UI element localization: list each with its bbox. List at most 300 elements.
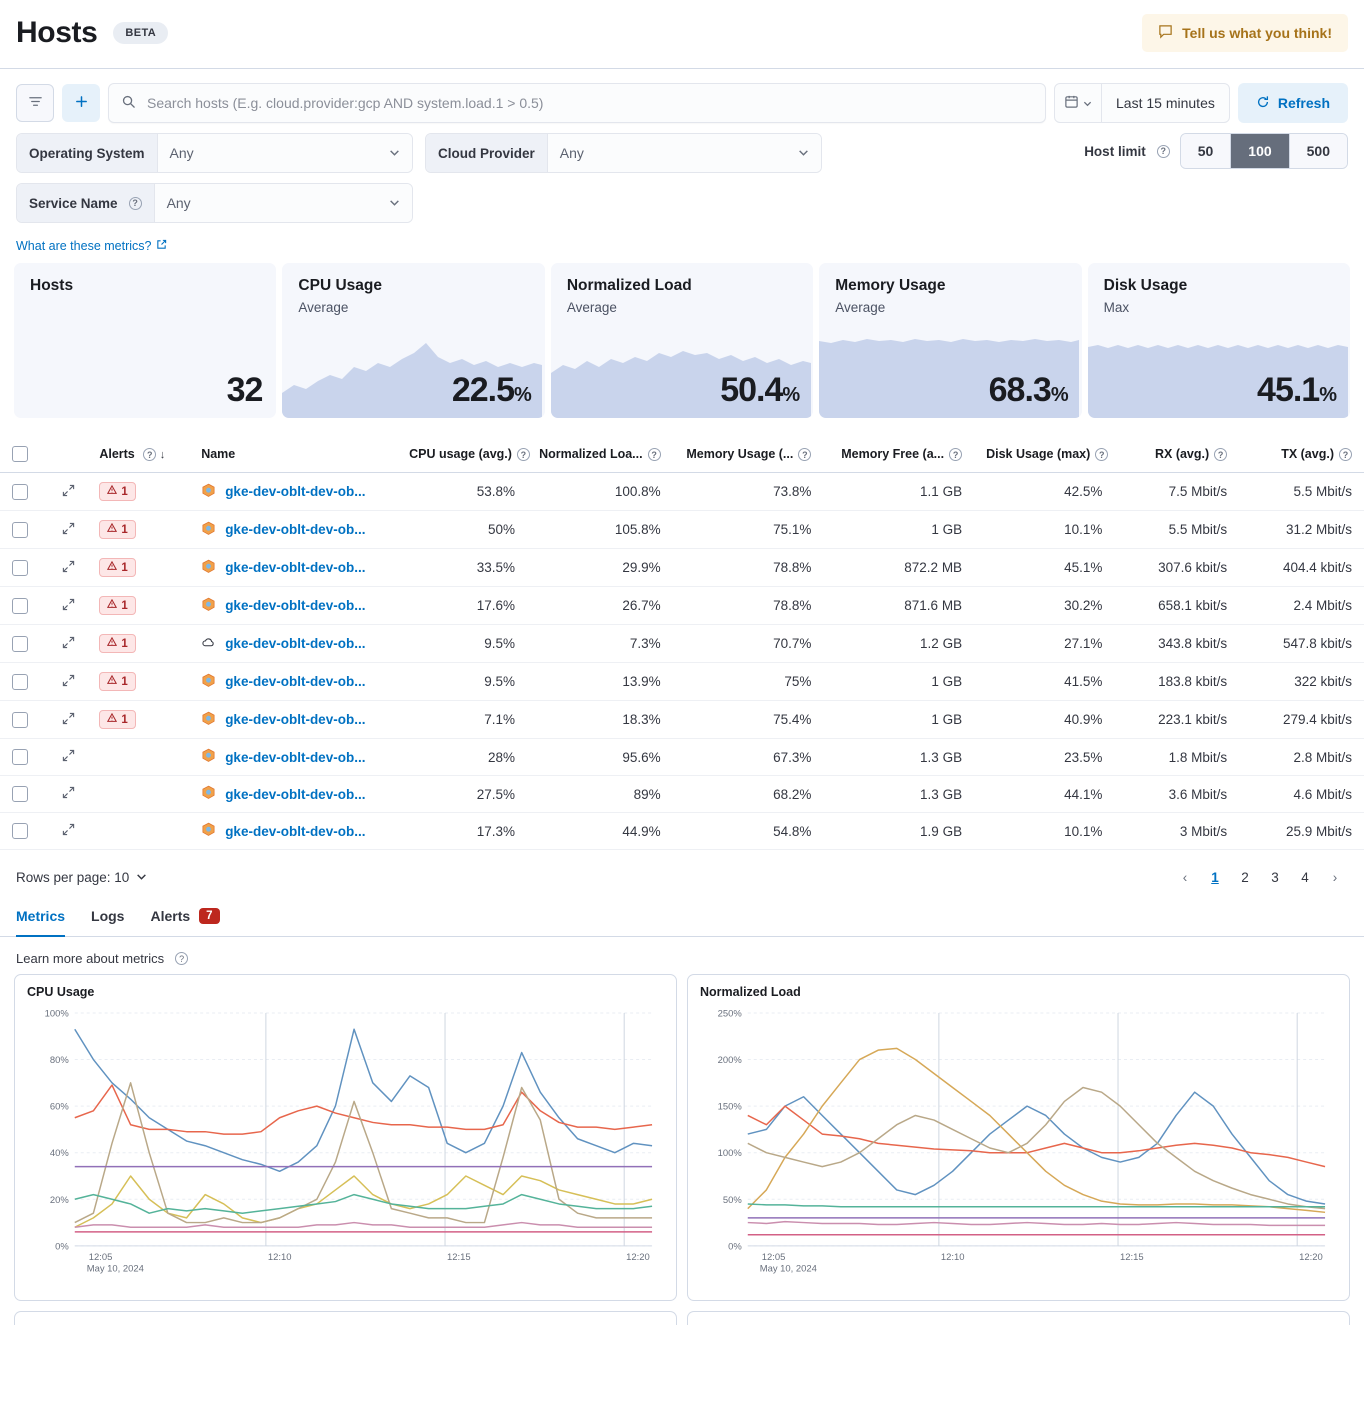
kubernetes-icon	[201, 711, 216, 729]
expand-icon[interactable]	[62, 561, 75, 576]
filter-service-name[interactable]	[16, 183, 413, 223]
column-memory-free[interactable]: Memory Free (a... ?	[823, 436, 974, 473]
kubernetes-icon	[201, 822, 216, 840]
row-expand-cell	[50, 813, 87, 850]
host-limit-control	[1084, 133, 1348, 169]
row-memory-usage: 54.8%	[673, 813, 824, 850]
row-disk-usage: 23.5%	[974, 739, 1114, 776]
column-tx[interactable]: TX (avg.) ?	[1239, 436, 1364, 473]
next-page-button[interactable]: ›	[1332, 869, 1338, 885]
alert-badge[interactable]: 1	[99, 558, 135, 577]
row-rx: 223.1 kbit/s	[1114, 701, 1239, 739]
alerts-count-badge: 7	[199, 908, 219, 924]
row-checkbox[interactable]	[12, 674, 28, 690]
row-checkbox[interactable]	[12, 560, 28, 576]
table-row	[0, 739, 1364, 776]
prev-page-button[interactable]: ‹	[1182, 869, 1188, 885]
table-row	[0, 701, 1364, 739]
row-cpu-usage: 33.5%	[397, 549, 527, 587]
row-memory-free: 1.9 GB	[823, 813, 974, 850]
row-rx: 3.6 Mbit/s	[1114, 776, 1239, 813]
row-alerts-cell	[87, 701, 189, 739]
host-name-link[interactable]: gke-dev-oblt-dev-ob...	[225, 598, 366, 613]
column-memory-usage[interactable]: Memory Usage (... ?	[673, 436, 824, 473]
row-normalized-load: 7.3%	[527, 625, 673, 663]
row-expand-cell	[50, 776, 87, 813]
plus-icon	[74, 94, 89, 112]
help-icon[interactable]: ?	[1214, 448, 1227, 461]
row-select-cell	[0, 473, 50, 511]
add-filter-button[interactable]	[62, 84, 100, 122]
svg-text:100%: 100%	[717, 1148, 742, 1160]
search-toolbar	[0, 69, 1364, 123]
row-name-cell	[189, 813, 397, 850]
row-expand-cell	[50, 663, 87, 701]
filter-icon-button[interactable]	[16, 84, 54, 122]
kpi-value: 45.1%	[1257, 371, 1337, 409]
help-icon[interactable]: ?	[1157, 145, 1170, 158]
host-limit-label: Host limit	[1084, 143, 1146, 159]
refresh-label: Refresh	[1277, 95, 1330, 111]
row-normalized-load: 100.8%	[527, 473, 673, 511]
row-cpu-usage: 50%	[397, 511, 527, 549]
row-rx: 658.1 kbit/s	[1114, 587, 1239, 625]
svg-text:40%: 40%	[49, 1148, 69, 1160]
sort-desc-icon[interactable]: ↓	[159, 448, 166, 461]
row-select-cell	[0, 701, 50, 739]
row-expand-cell	[50, 701, 87, 739]
row-normalized-load: 105.8%	[527, 511, 673, 549]
chevron-down-icon	[136, 870, 147, 885]
help-icon[interactable]: ?	[143, 448, 156, 461]
row-cpu-usage: 27.5%	[397, 776, 527, 813]
chart-cpu-usage	[14, 974, 677, 1301]
column-alerts[interactable]: Alerts ? ↓	[87, 436, 189, 473]
hosts-table	[0, 436, 1364, 850]
learn-more-metrics[interactable]: Learn more about metrics ?	[0, 937, 1364, 974]
expand-icon[interactable]	[62, 637, 75, 652]
kubernetes-icon	[201, 559, 216, 577]
host-name-link[interactable]: gke-dev-oblt-dev-ob...	[225, 712, 366, 727]
row-alerts-cell	[87, 625, 189, 663]
host-limit-500[interactable]: 500	[1290, 134, 1347, 168]
charts-row	[0, 974, 1364, 1301]
host-name-link[interactable]: gke-dev-oblt-dev-ob...	[225, 674, 366, 689]
host-limit-100[interactable]: 100	[1231, 134, 1289, 168]
row-cpu-usage: 28%	[397, 739, 527, 776]
page-list	[1172, 864, 1348, 890]
row-rx: 307.6 kbit/s	[1114, 549, 1239, 587]
row-tx: 4.6 Mbit/s	[1239, 776, 1364, 813]
row-memory-usage: 73.8%	[673, 473, 824, 511]
host-name-link[interactable]: gke-dev-oblt-dev-ob...	[225, 636, 366, 651]
row-alerts-cell	[87, 473, 189, 511]
chart-card-partial-left	[14, 1311, 677, 1325]
chevron-down-icon	[1083, 95, 1092, 111]
row-checkbox[interactable]	[12, 786, 28, 802]
column-cpu-usage[interactable]: CPU usage (avg.) ?	[397, 436, 527, 473]
row-rx: 1.8 Mbit/s	[1114, 739, 1239, 776]
filter-operating-system[interactable]	[16, 133, 413, 173]
row-tx: 2.8 Mbit/s	[1239, 739, 1364, 776]
help-icon[interactable]: ?	[175, 952, 188, 965]
search-input[interactable]	[145, 94, 1033, 112]
row-name-cell	[189, 701, 397, 739]
kpi-value: 22.5%	[451, 371, 531, 409]
column-normalized-load[interactable]: Normalized Loa... ?	[527, 436, 673, 473]
row-cpu-usage: 53.8%	[397, 473, 527, 511]
row-select-cell	[0, 739, 50, 776]
row-memory-usage: 75.4%	[673, 701, 824, 739]
page-header	[0, 0, 1364, 69]
host-name-link[interactable]: gke-dev-oblt-dev-ob...	[225, 786, 366, 802]
help-icon[interactable]: ?	[1339, 448, 1352, 461]
host-name-link[interactable]: gke-dev-oblt-dev-ob...	[225, 484, 366, 499]
svg-text:May 10, 2024: May 10, 2024	[86, 1263, 144, 1275]
row-checkbox[interactable]	[12, 712, 28, 728]
row-memory-usage: 68.2%	[673, 776, 824, 813]
date-range-label[interactable]: Last 15 minutes	[1116, 95, 1215, 111]
chevron-down-icon	[389, 195, 400, 211]
host-name-link[interactable]: gke-dev-oblt-dev-ob...	[225, 749, 366, 765]
row-checkbox[interactable]	[12, 522, 28, 538]
row-select-cell	[0, 587, 50, 625]
kubernetes-icon	[201, 483, 216, 501]
page-3[interactable]: 3	[1271, 869, 1279, 885]
table-row	[0, 473, 1364, 511]
host-limit-50[interactable]: 50	[1181, 134, 1232, 168]
row-alerts-cell	[87, 813, 189, 850]
row-cpu-usage: 17.6%	[397, 587, 527, 625]
row-tx: 2.4 Mbit/s	[1239, 587, 1364, 625]
chart-card-partial-right	[687, 1311, 1350, 1325]
row-checkbox[interactable]	[12, 749, 28, 765]
svg-text:150%: 150%	[717, 1101, 742, 1113]
alert-badge[interactable]: 1	[99, 710, 135, 729]
alert-badge[interactable]: 1	[99, 596, 135, 615]
svg-text:100%: 100%	[44, 1008, 69, 1020]
expand-icon[interactable]	[62, 599, 75, 614]
row-memory-usage: 75%	[673, 663, 824, 701]
help-icon[interactable]: ?	[949, 448, 962, 461]
table-row	[0, 776, 1364, 813]
table-header-row	[0, 436, 1364, 473]
warning-icon	[107, 713, 117, 726]
row-expand-cell	[50, 625, 87, 663]
row-memory-usage: 78.8%	[673, 587, 824, 625]
rows-per-page-selector[interactable]: Rows per page: 10	[16, 870, 147, 885]
help-icon[interactable]: ?	[517, 448, 530, 461]
row-rx: 7.5 Mbit/s	[1114, 473, 1239, 511]
kpi-cpu-usage: CPU Usage Average 22.5%	[282, 263, 544, 418]
row-expand-cell	[50, 739, 87, 776]
row-normalized-load: 29.9%	[527, 549, 673, 587]
row-select-cell	[0, 511, 50, 549]
svg-text:12:05: 12:05	[88, 1251, 113, 1263]
kubernetes-icon	[201, 785, 216, 803]
kubernetes-icon	[201, 597, 216, 615]
row-tx: 5.5 Mbit/s	[1239, 473, 1364, 511]
page-2[interactable]: 2	[1241, 869, 1249, 885]
select-all-header	[0, 436, 50, 473]
row-alerts-cell	[87, 663, 189, 701]
feedback-label: Tell us what you think!	[1182, 25, 1332, 41]
row-memory-free: 1.2 GB	[823, 625, 974, 663]
search-icon	[121, 94, 136, 112]
table-row	[0, 587, 1364, 625]
host-name-link[interactable]: gke-dev-oblt-dev-ob...	[225, 823, 366, 839]
row-memory-usage: 67.3%	[673, 739, 824, 776]
beta-badge: BETA	[113, 22, 168, 44]
row-normalized-load: 95.6%	[527, 739, 673, 776]
row-disk-usage: 10.1%	[974, 813, 1114, 850]
alert-badge[interactable]: 1	[99, 634, 135, 653]
kubernetes-icon	[201, 748, 216, 766]
row-alerts-cell	[87, 776, 189, 813]
kpi-value: 50.4%	[720, 371, 800, 409]
filter-label-os: Operating System	[29, 145, 145, 161]
filter-row-2	[16, 183, 1348, 223]
warning-icon	[107, 675, 117, 688]
kubernetes-icon	[201, 673, 216, 691]
row-memory-free: 1.3 GB	[823, 776, 974, 813]
feedback-button[interactable]	[1142, 14, 1348, 52]
kpi-memory-usage: Memory Usage Average 68.3%	[819, 263, 1081, 418]
row-checkbox[interactable]	[12, 823, 28, 839]
row-disk-usage: 40.9%	[974, 701, 1114, 739]
svg-text:12:15: 12:15	[1120, 1251, 1144, 1263]
chevron-down-icon	[798, 145, 809, 161]
search-box[interactable]	[108, 83, 1046, 123]
help-icon[interactable]: ?	[798, 448, 811, 461]
row-disk-usage: 42.5%	[974, 473, 1114, 511]
row-name-cell	[189, 587, 397, 625]
filter-label-cloud: Cloud Provider	[438, 145, 535, 161]
warning-icon	[107, 485, 117, 498]
svg-text:12:05: 12:05	[761, 1251, 786, 1263]
row-disk-usage: 30.2%	[974, 587, 1114, 625]
row-memory-free: 1 GB	[823, 511, 974, 549]
row-disk-usage: 27.1%	[974, 625, 1114, 663]
row-tx: 25.9 Mbit/s	[1239, 813, 1364, 850]
row-memory-usage: 78.8%	[673, 549, 824, 587]
row-tx: 404.4 kbit/s	[1239, 549, 1364, 587]
row-cpu-usage: 7.1%	[397, 701, 527, 739]
row-normalized-load: 13.9%	[527, 663, 673, 701]
svg-text:12:15: 12:15	[447, 1251, 471, 1263]
column-disk-usage[interactable]: Disk Usage (max) ?	[974, 436, 1114, 473]
filter-label-service: Service Name	[29, 195, 118, 211]
row-name-cell	[189, 511, 397, 549]
expand-icon[interactable]	[62, 713, 75, 728]
title-group	[16, 16, 168, 50]
warning-icon	[107, 599, 117, 612]
row-name-cell	[189, 625, 397, 663]
row-alerts-cell	[87, 511, 189, 549]
row-rx: 5.5 Mbit/s	[1114, 511, 1239, 549]
row-rx: 183.8 kbit/s	[1114, 663, 1239, 701]
chart-title: Normalized Load	[700, 985, 801, 999]
svg-text:60%: 60%	[49, 1101, 69, 1113]
refresh-button[interactable]	[1238, 83, 1348, 123]
row-expand-cell	[50, 549, 87, 587]
row-checkbox[interactable]	[12, 484, 28, 500]
svg-text:May 10, 2024: May 10, 2024	[759, 1263, 817, 1275]
tab-alerts[interactable]: Alerts 7	[150, 900, 219, 936]
comment-icon	[1158, 24, 1173, 42]
external-link-icon	[156, 239, 167, 253]
row-memory-free: 1 GB	[823, 663, 974, 701]
row-disk-usage: 10.1%	[974, 511, 1114, 549]
row-expand-cell	[50, 511, 87, 549]
warning-icon	[107, 637, 117, 650]
row-name-cell	[189, 776, 397, 813]
expand-icon[interactable]	[62, 523, 75, 538]
row-cpu-usage: 9.5%	[397, 663, 527, 701]
filter-cloud-provider[interactable]	[425, 133, 822, 173]
host-name-link[interactable]: gke-dev-oblt-dev-ob...	[225, 522, 366, 537]
svg-text:12:20: 12:20	[626, 1251, 650, 1263]
chart-canvas	[27, 1003, 664, 1292]
filter-value-cloud[interactable]: Any	[548, 134, 821, 172]
filter-value-os[interactable]: Any	[158, 134, 412, 172]
pagination-bar	[0, 850, 1364, 900]
alert-badge[interactable]: 1	[99, 482, 135, 501]
kpi-disk-usage: Disk Usage Max 45.1%	[1088, 263, 1350, 418]
host-limit-buttons	[1180, 133, 1348, 169]
date-quick-select[interactable]	[1055, 84, 1102, 122]
chart-canvas	[700, 1003, 1337, 1292]
row-alerts-cell	[87, 739, 189, 776]
calendar-icon	[1064, 94, 1079, 112]
filter-icon	[28, 94, 43, 112]
expand-icon[interactable]	[62, 787, 75, 802]
page-4[interactable]: 4	[1301, 869, 1309, 885]
filter-value-service[interactable]: Any	[155, 184, 412, 222]
content-tabs	[0, 900, 1364, 937]
row-disk-usage: 44.1%	[974, 776, 1114, 813]
row-select-cell	[0, 776, 50, 813]
alert-badge[interactable]: 1	[99, 520, 135, 539]
row-cpu-usage: 9.5%	[397, 625, 527, 663]
alert-badge[interactable]: 1	[99, 672, 135, 691]
row-rx: 3 Mbit/s	[1114, 813, 1239, 850]
svg-text:80%: 80%	[49, 1055, 69, 1067]
row-select-cell	[0, 625, 50, 663]
row-memory-usage: 75.1%	[673, 511, 824, 549]
column-rx[interactable]: RX (avg.) ?	[1114, 436, 1239, 473]
svg-text:12:10: 12:10	[940, 1251, 965, 1263]
svg-text:50%: 50%	[722, 1194, 742, 1206]
page-1[interactable]: 1	[1211, 869, 1219, 885]
row-name-cell	[189, 739, 397, 776]
tab-logs[interactable]: Logs	[91, 908, 125, 924]
svg-text:0%: 0%	[728, 1241, 742, 1253]
row-tx: 279.4 kbit/s	[1239, 701, 1364, 739]
table-row	[0, 549, 1364, 587]
row-name-cell	[189, 663, 397, 701]
kpi-hosts: Hosts 32	[14, 263, 276, 418]
row-expand-cell	[50, 587, 87, 625]
svg-text:0%: 0%	[55, 1241, 69, 1253]
svg-text:12:10: 12:10	[267, 1251, 292, 1263]
expand-icon[interactable]	[62, 485, 75, 500]
page-title: Hosts	[16, 16, 98, 49]
row-alerts-cell	[87, 587, 189, 625]
chart-title: CPU Usage	[27, 985, 95, 999]
row-select-cell	[0, 663, 50, 701]
charts-row-next	[0, 1301, 1364, 1325]
row-normalized-load: 89%	[527, 776, 673, 813]
kpi-value: 32	[226, 371, 263, 409]
row-disk-usage: 45.1%	[974, 549, 1114, 587]
select-all-checkbox[interactable]	[12, 446, 28, 462]
row-normalized-load: 44.9%	[527, 813, 673, 850]
tab-metrics[interactable]: Metrics	[16, 900, 65, 936]
row-checkbox[interactable]	[12, 598, 28, 614]
row-normalized-load: 18.3%	[527, 701, 673, 739]
expand-icon[interactable]	[62, 675, 75, 690]
warning-icon	[107, 561, 117, 574]
row-tx: 31.2 Mbit/s	[1239, 511, 1364, 549]
row-tx: 547.8 kbit/s	[1239, 625, 1364, 663]
refresh-icon	[1256, 95, 1270, 112]
svg-text:200%: 200%	[717, 1055, 742, 1067]
row-memory-free: 1.1 GB	[823, 473, 974, 511]
table-row	[0, 511, 1364, 549]
svg-text:12:20: 12:20	[1299, 1251, 1323, 1263]
kpi-value: 68.3%	[988, 371, 1068, 409]
expand-icon[interactable]	[62, 824, 75, 839]
date-picker[interactable]	[1054, 83, 1230, 123]
row-select-cell	[0, 549, 50, 587]
kpi-row	[0, 263, 1364, 418]
expand-icon[interactable]	[62, 750, 75, 765]
host-name-link[interactable]: gke-dev-oblt-dev-ob...	[225, 560, 366, 575]
help-icon[interactable]: ?	[648, 448, 661, 461]
table-row	[0, 813, 1364, 850]
warning-icon	[107, 523, 117, 536]
svg-text:20%: 20%	[49, 1194, 69, 1206]
column-name[interactable]: Name	[189, 436, 397, 473]
svg-text:250%: 250%	[717, 1008, 742, 1020]
row-checkbox[interactable]	[12, 636, 28, 652]
help-icon[interactable]: ?	[1095, 448, 1108, 461]
row-memory-free: 1 GB	[823, 701, 974, 739]
expand-header	[50, 436, 87, 473]
what-are-these-metrics-link[interactable]: What are these metrics?	[0, 233, 183, 263]
row-name-cell	[189, 549, 397, 587]
row-normalized-load: 26.7%	[527, 587, 673, 625]
row-name-cell	[189, 473, 397, 511]
row-memory-free: 871.6 MB	[823, 587, 974, 625]
cloud-icon	[201, 635, 216, 653]
row-disk-usage: 41.5%	[974, 663, 1114, 701]
row-rx: 343.8 kbit/s	[1114, 625, 1239, 663]
row-memory-usage: 70.7%	[673, 625, 824, 663]
filters-area	[0, 123, 1364, 223]
kpi-normalized-load: Normalized Load Average 50.4%	[551, 263, 813, 418]
row-cpu-usage: 17.3%	[397, 813, 527, 850]
table-row	[0, 663, 1364, 701]
row-tx: 322 kbit/s	[1239, 663, 1364, 701]
row-expand-cell	[50, 473, 87, 511]
chevron-down-icon	[389, 145, 400, 161]
table-row	[0, 625, 1364, 663]
kubernetes-icon	[201, 521, 216, 539]
row-alerts-cell	[87, 549, 189, 587]
help-icon[interactable]: ?	[129, 197, 142, 210]
